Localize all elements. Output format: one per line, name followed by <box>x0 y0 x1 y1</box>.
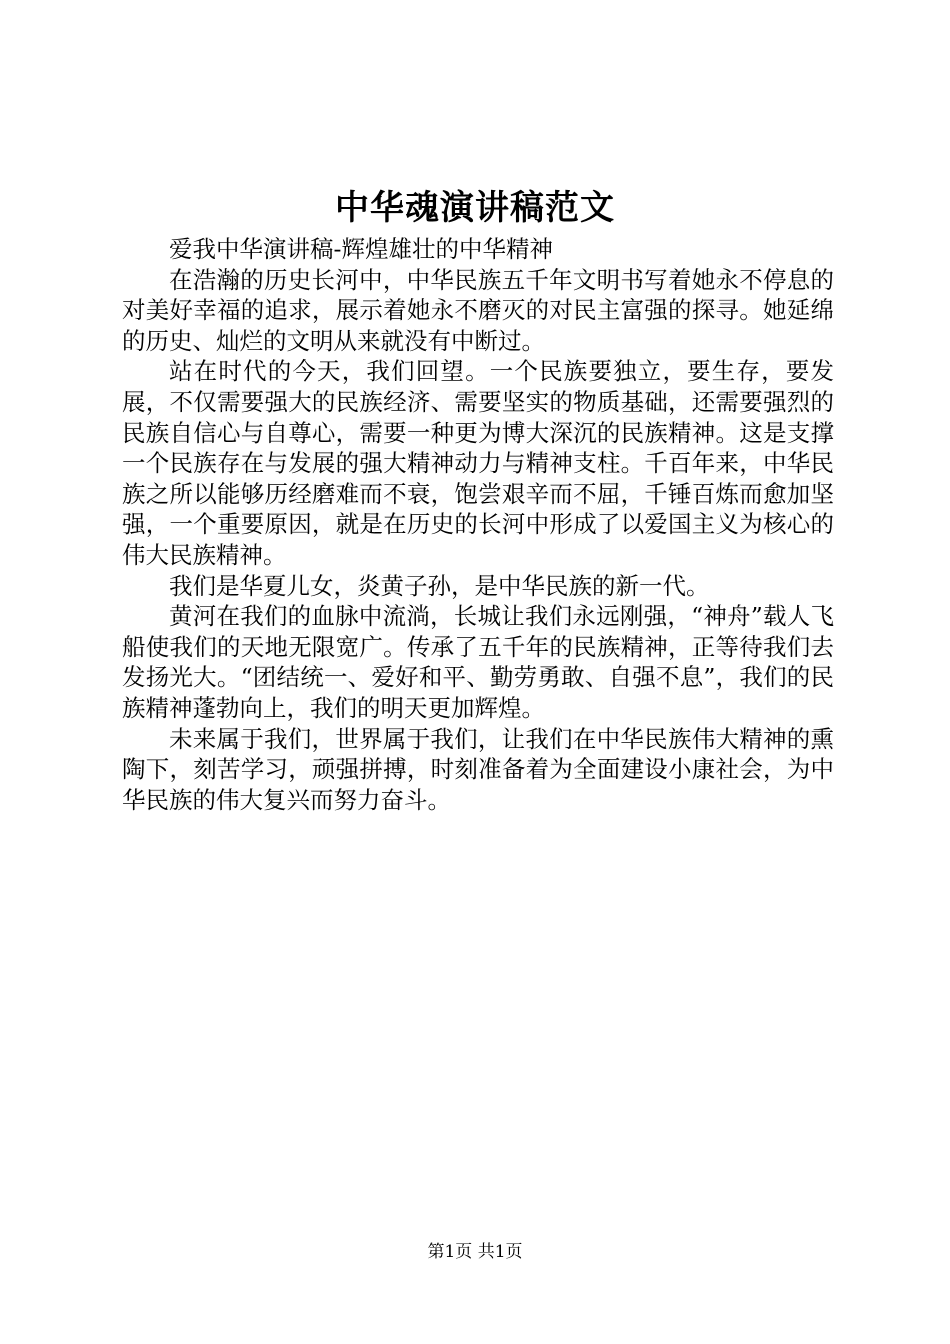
paragraph: 黄河在我们的血脉中流淌，长城让我们永远刚强，“神舟”载人飞船使我们的天地无限宽广。传承了五千年的民族精神，正等待我们去发扬光大。“团结统一、爱好和平、勤劳勇敢、自强不息”，我们的民族精神蓬勃向上，我们的明天更加辉煌。 <box>122 602 834 722</box>
paragraph: 在浩瀚的历史长河中，中华民族五千年文明书写着她永不停息的对美好幸福的追求，展示着她永不磨灭的对民主富强的探寻。她延绵的历史、灿烂的文明从来就没有中断过。 <box>122 265 834 355</box>
document-subtitle: 爱我中华演讲稿-辉煌雄壮的中华精神 <box>169 235 553 263</box>
page-number-footer: 第1页 共1页 <box>427 1242 523 1262</box>
document-title: 中华魂演讲稿范文 <box>335 188 615 228</box>
document-body <box>122 234 834 815</box>
paragraph: 我们是华夏儿女，炎黄子孙，是中华民族的新一代。 <box>169 571 710 600</box>
paragraph: 未来属于我们，世界属于我们，让我们在中华民族伟大精神的熏陶下，刻苦学习，顽强拼搏，时刻准备着为全面建设小康社会，为中华民族的伟大复兴而努力奋斗。 <box>122 724 834 814</box>
paragraph: 站在时代的今天，我们回望。一个民族要独立，要生存，要发展，不仅需要强大的民族经济、需要坚实的物质基础，还需要强烈的民族自信心与自尊心，需要一种更为博大深沉的民族精神。这是支撑一个民族存在与发展的强大精神动力与精神支柱。千百年来，中华民族之所以能够历经磨难而不衰，饱尝艰辛而不屈，千锤百炼而愈加坚强，一个重要原因，就是在历史的长河中形成了以爱国主义为核心的伟大民族精神。 <box>122 357 834 569</box>
